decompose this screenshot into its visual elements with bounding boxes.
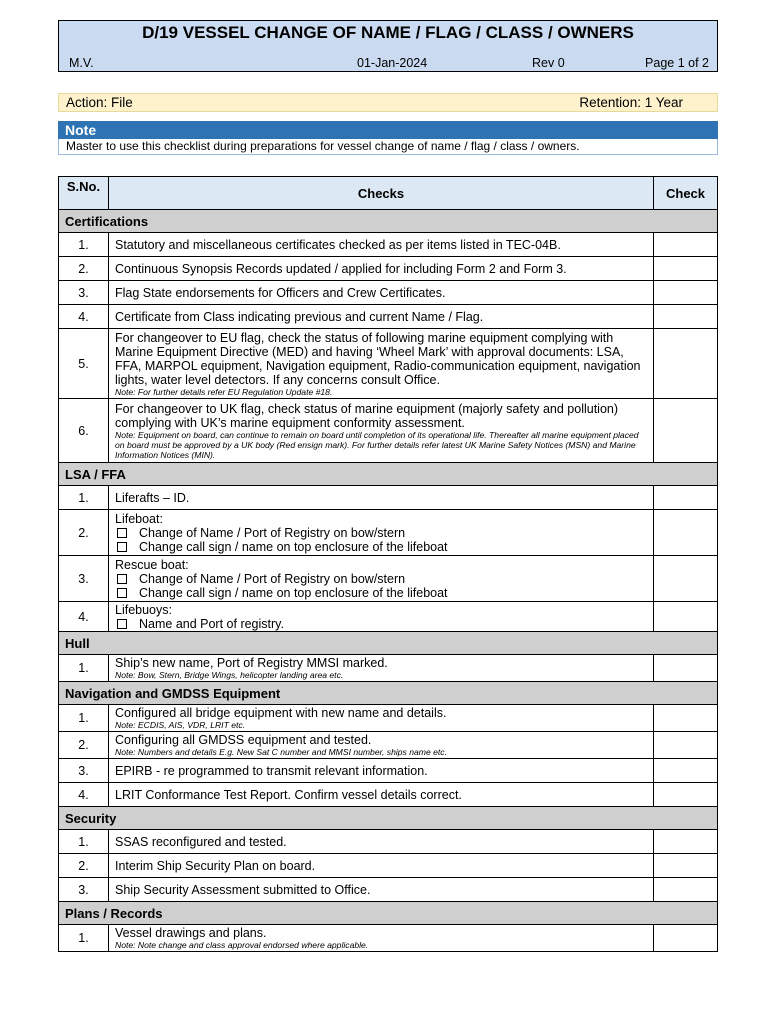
check-item-note: Note: Numbers and details E.g. New Sat C number and MMSI number, ships name etc.	[115, 747, 447, 757]
check-item-text: LRIT Conformance Test Report. Confirm vessel details correct.	[115, 787, 462, 802]
document-header	[58, 20, 718, 72]
check-cell[interactable]	[654, 878, 718, 902]
vessel-name: M.V.	[69, 56, 94, 70]
checkbox-square-icon	[117, 542, 127, 552]
checklist-row	[59, 510, 718, 556]
check-item	[109, 732, 654, 759]
check-cell[interactable]	[654, 281, 718, 305]
item-number: 4.	[59, 783, 109, 807]
checklist-row	[59, 783, 718, 807]
checklist-row	[59, 233, 718, 257]
item-number: 1.	[59, 233, 109, 257]
revision: Rev 0	[532, 56, 565, 70]
checklist-row	[59, 257, 718, 281]
check-item	[109, 759, 654, 783]
section-header	[59, 463, 718, 486]
item-number: 2.	[59, 257, 109, 281]
check-item-text: Liferafts – ID.	[115, 490, 190, 505]
check-item	[109, 705, 654, 732]
check-cell[interactable]	[654, 305, 718, 329]
check-item	[109, 830, 654, 854]
section-title: Hull	[59, 632, 718, 655]
check-header: Check	[654, 177, 718, 210]
checklist-row	[59, 732, 718, 759]
check-item-text: Configured all bridge equipment with new name and details.	[115, 706, 447, 720]
item-number: 1.	[59, 486, 109, 510]
check-item-text: Flag State endorsements for Officers and Crew Certificates.	[115, 285, 446, 300]
check-item-text: Ship’s new name, Port of Registry MMSI marked.	[115, 656, 388, 670]
checklist-row	[59, 759, 718, 783]
check-item-text: Lifeboat:	[115, 511, 163, 526]
section-title: Navigation and GMDSS Equipment	[59, 682, 718, 705]
check-item	[109, 925, 654, 952]
check-item-note: Note: Equipment on board, can continue to remain on board until completion of its operational life. Thereafter all marine equipment placed on board must be approved by a UK body (Red ensign mark). For further details refer latest UK Marine Safety Notices (MSN) and Marine Information Notices (MIN).	[115, 429, 639, 460]
check-item-text: For changeover to UK flag, check status of marine equipment (majorly safety and pollution) complying with UK’s marine equipment conformity assessment.	[115, 401, 619, 430]
action-bar	[58, 93, 718, 112]
item-number: 4.	[59, 305, 109, 329]
checklist-row	[59, 486, 718, 510]
action-label: Action: File	[66, 95, 133, 110]
checklist-row	[59, 281, 718, 305]
checklist-row	[59, 329, 718, 399]
check-item-text: Ship Security Assessment submitted to Office.	[115, 882, 371, 897]
check-item-note: Note: Bow, Stern, Bridge Wings, helicopter landing area etc.	[115, 670, 344, 680]
item-number: 3.	[59, 556, 109, 602]
check-item-text: Configuring all GMDSS equipment and tested.	[115, 733, 372, 747]
section-header	[59, 807, 718, 830]
check-item	[109, 329, 654, 399]
item-number: 6.	[59, 399, 109, 463]
document-title: D/19 VESSEL CHANGE OF NAME / FLAG / CLASS / OWNERS	[142, 23, 634, 42]
check-item-subpoint	[115, 572, 647, 586]
item-number: 4.	[59, 602, 109, 632]
check-item-text: Certificate from Class indicating previous and current Name / Flag.	[115, 309, 484, 324]
subpoint-text: Change call sign / name on top enclosure of the lifeboat	[139, 539, 448, 554]
check-item	[109, 878, 654, 902]
subpoint-text: Change call sign / name on top enclosure of the lifeboat	[139, 585, 448, 600]
item-number: 2.	[59, 510, 109, 556]
checkbox-square-icon	[117, 588, 127, 598]
check-item-text: For changeover to EU flag, check the status of following marine equipment complying with Marine Equipment Directive (MED) and having ‘Wheel Mark’ with approval documents: LSA, FFA, MARPOL equipment, Navigation equipment, Radio-communication equipment, navigation lights, water level detectors. If any concerns consult Office.	[115, 330, 641, 387]
checklist-row	[59, 556, 718, 602]
item-number: 1.	[59, 705, 109, 732]
section-header	[59, 632, 718, 655]
check-item	[109, 602, 654, 632]
check-cell[interactable]	[654, 399, 718, 463]
check-item-note: Note: Note change and class approval endorsed where applicable.	[115, 940, 369, 950]
checklist-table	[58, 176, 718, 952]
check-item-text: SSAS reconfigured and tested.	[115, 834, 287, 849]
checklist-row	[59, 830, 718, 854]
checklist-row	[59, 705, 718, 732]
check-item-subpoint	[115, 540, 647, 554]
section-title: Security	[59, 807, 718, 830]
check-item	[109, 854, 654, 878]
subpoint-text: Name and Port of registry.	[139, 616, 284, 631]
check-item-text: Statutory and miscellaneous certificates checked as per items listed in TEC-04B.	[115, 237, 561, 252]
check-cell[interactable]	[654, 705, 718, 732]
check-item-note: Note: For further details refer EU Regulation Update #18.	[115, 386, 333, 397]
document-date: 01-Jan-2024	[357, 56, 428, 70]
check-item	[109, 655, 654, 682]
check-cell[interactable]	[654, 257, 718, 281]
checklist-row	[59, 925, 718, 952]
checklist-row	[59, 602, 718, 632]
check-item-subpoint	[115, 617, 647, 631]
check-item-subpoint	[115, 586, 647, 600]
check-cell[interactable]	[654, 655, 718, 682]
item-number: 3.	[59, 878, 109, 902]
section-title: LSA / FFA	[59, 463, 718, 486]
check-item	[109, 783, 654, 807]
check-cell[interactable]	[654, 925, 718, 952]
retention-label: Retention: 1 Year	[579, 95, 683, 110]
check-cell[interactable]	[654, 602, 718, 632]
note-heading: Note	[58, 121, 718, 139]
item-number: 3.	[59, 759, 109, 783]
check-item-text: EPIRB - re programmed to transmit relevant information.	[115, 763, 428, 778]
checkbox-square-icon	[117, 574, 127, 584]
check-item-text: Interim Ship Security Plan on board.	[115, 858, 316, 873]
checklist-row	[59, 399, 718, 463]
check-item-text: Rescue boat:	[115, 557, 189, 572]
check-item	[109, 486, 654, 510]
check-item	[109, 305, 654, 329]
checklist-row	[59, 878, 718, 902]
check-item	[109, 399, 654, 463]
item-number: 1.	[59, 830, 109, 854]
item-number: 2.	[59, 854, 109, 878]
checklist-row	[59, 854, 718, 878]
item-number: 3.	[59, 281, 109, 305]
sno-header: S.No.	[59, 177, 109, 210]
section-title: Certifications	[59, 210, 718, 233]
item-number: 1.	[59, 925, 109, 952]
table-header-row	[59, 177, 718, 210]
check-item	[109, 281, 654, 305]
check-item	[109, 233, 654, 257]
checks-header: Checks	[109, 177, 654, 210]
check-item	[109, 510, 654, 556]
check-item-text: Lifebuoys:	[115, 602, 172, 617]
check-item-subpoint	[115, 526, 647, 540]
check-cell[interactable]	[654, 329, 718, 399]
item-number: 1.	[59, 655, 109, 682]
item-number: 5.	[59, 329, 109, 399]
check-cell[interactable]	[654, 732, 718, 759]
checkbox-square-icon	[117, 528, 127, 538]
check-item-text: Vessel drawings and plans.	[115, 926, 267, 940]
check-cell[interactable]	[654, 783, 718, 807]
check-cell[interactable]	[654, 759, 718, 783]
check-item-note: Note: ECDIS, AIS, VDR, LRIT etc.	[115, 720, 246, 730]
check-item-text: Continuous Synopsis Records updated / applied for including Form 2 and Form 3.	[115, 261, 567, 276]
check-cell[interactable]	[654, 510, 718, 556]
section-title: Plans / Records	[59, 902, 718, 925]
note-text: Master to use this checklist during preparations for vessel change of name / flag / class / owners.	[58, 139, 718, 155]
check-cell[interactable]	[654, 854, 718, 878]
check-cell[interactable]	[654, 233, 718, 257]
check-item	[109, 257, 654, 281]
subpoint-text: Change of Name / Port of Registry on bow/stern	[139, 571, 406, 586]
subpoint-text: Change of Name / Port of Registry on bow/stern	[139, 525, 406, 540]
item-number: 2.	[59, 732, 109, 759]
checklist-row	[59, 305, 718, 329]
check-item	[109, 556, 654, 602]
check-cell[interactable]	[654, 830, 718, 854]
section-header	[59, 902, 718, 925]
check-cell[interactable]	[654, 556, 718, 602]
section-header	[59, 682, 718, 705]
page-number: Page 1 of 2	[645, 56, 709, 70]
section-header	[59, 210, 718, 233]
check-cell[interactable]	[654, 486, 718, 510]
checkbox-square-icon	[117, 619, 127, 629]
checklist-row	[59, 655, 718, 682]
checklist-body	[59, 210, 718, 952]
